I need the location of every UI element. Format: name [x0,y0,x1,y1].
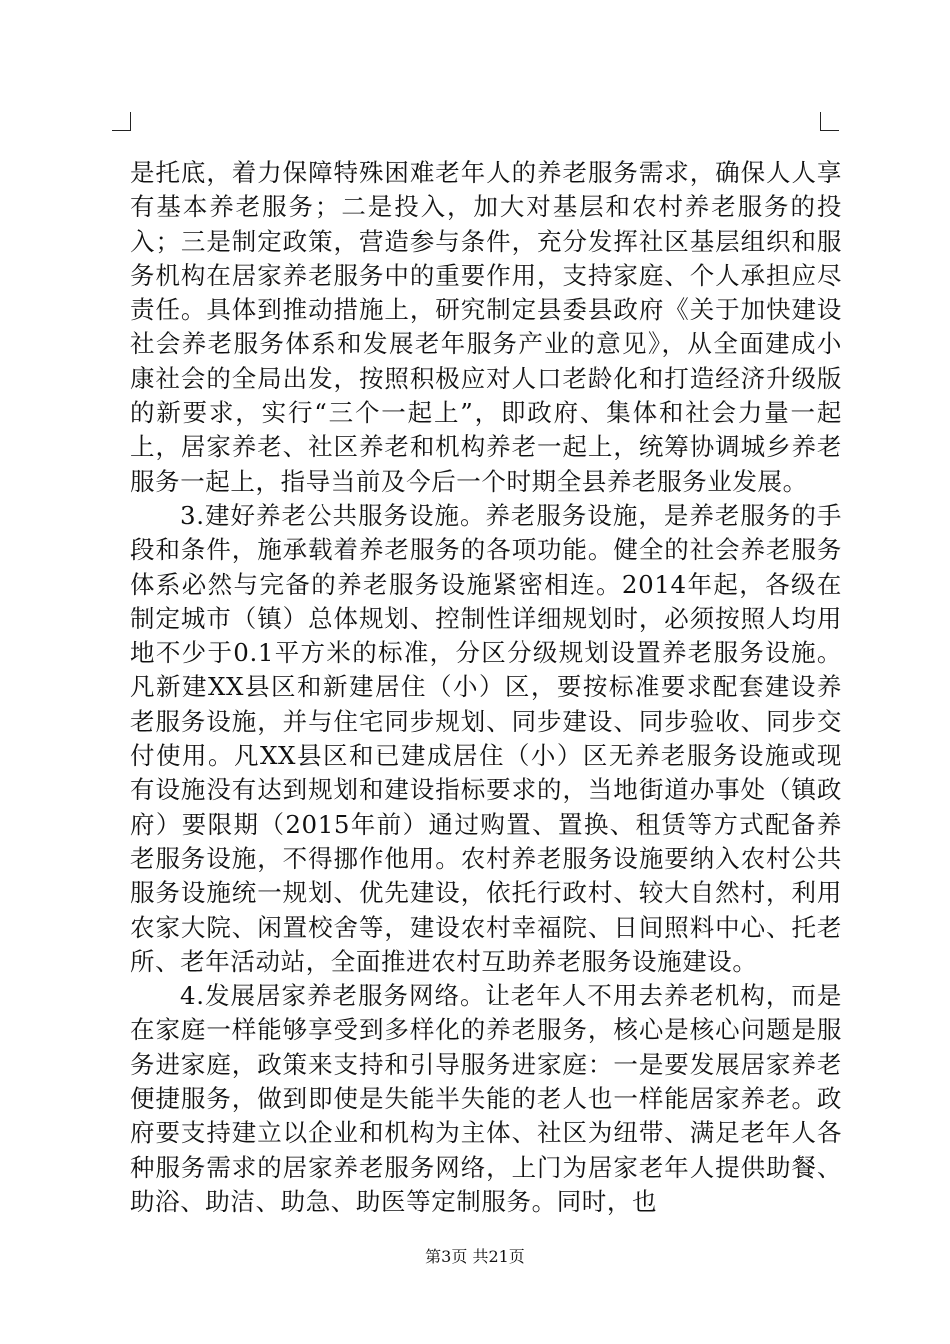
paragraph-continuation: 是托底，着力保障特殊困难老年人的养老服务需求，确保人人享有基本养老服务；二是投入，加大对基层和农村养老服务的投入；三是制定政策，营造参与条件，充分发挥社区基层组织和服务机构在居家养老服务中的重要作用，支持家庭、个人承担应尽责任。具体到推动措施上，研究制定县委县政府《关于加快建设社会养老服务体系和发展老年服务产业的意见》，从全面建成小康社会的全局出发，按照积极应对人口老龄化和打造经济升级版的新要求，实行“三个一起上”，即政府、集体和社会力量一起上，居家养老、社区养老和机构养老一起上，统筹协调城乡养老服务一起上，指导当前及今后一个时期全县养老服务业发展。 [130,158,842,496]
page-number-label: 第3页 共21页 [425,1247,525,1266]
paragraph-section-4: 4.发展居家养老服务网络。让老年人不用去养老机构，而是在家庭一样能够享受到多样化的养老服务，核心是核心问题是服务进家庭，政策来支持和引导服务进家庭：一是要发展居家养老便捷服务，做到即使是失能半失能的老人也一样能居家养老。政府要支持建立以企业和机构为主体、社区为纽带、满足老年人各种服务需求的居家养老服务网络，上门为居家老年人提供助餐、助浴、助洁、助急、助医等定制服务。同时，也 [130,981,842,1216]
paragraph-section-3: 3.建好养老公共服务设施。养老服务设施，是养老服务的手段和条件，施承载着养老服务的各项功能。健全的社会养老服务体系必然与完备的养老服务设施紧密相连。2014年起，各级在制定城市（镇）总体规划、控制性详细规划时，必须按照人均用地不少于0.1平方米的标准，分区分级规划设置养老服务设施。凡新建XX县区和新建居住（小）区，要按标准要求配套建设养老服务设施，并与住宅同步规划、同步建设、同步验收、同步交付使用。凡XX县区和已建成居住（小）区无养老服务设施或现有设施没有达到规划和建设指标要求的，当地街道办事处（镇政府）要限期（2015年前）通过购置、置换、租赁等方式配备养老服务设施，不得挪作他用。农村养老服务设施要纳入农村公共服务设施统一规划、优先建设，依托行政村、较大自然村，利用农家大院、闲置校舍等，建设农村幸福院、日间照料中心、托老所、老年活动站，全面推进农村互助养老服务设施建设。 [130,500,842,976]
page-footer [0,1244,950,1267]
document-body [130,156,842,1219]
crop-mark-top-left [112,112,131,131]
crop-mark-top-right [820,112,839,131]
